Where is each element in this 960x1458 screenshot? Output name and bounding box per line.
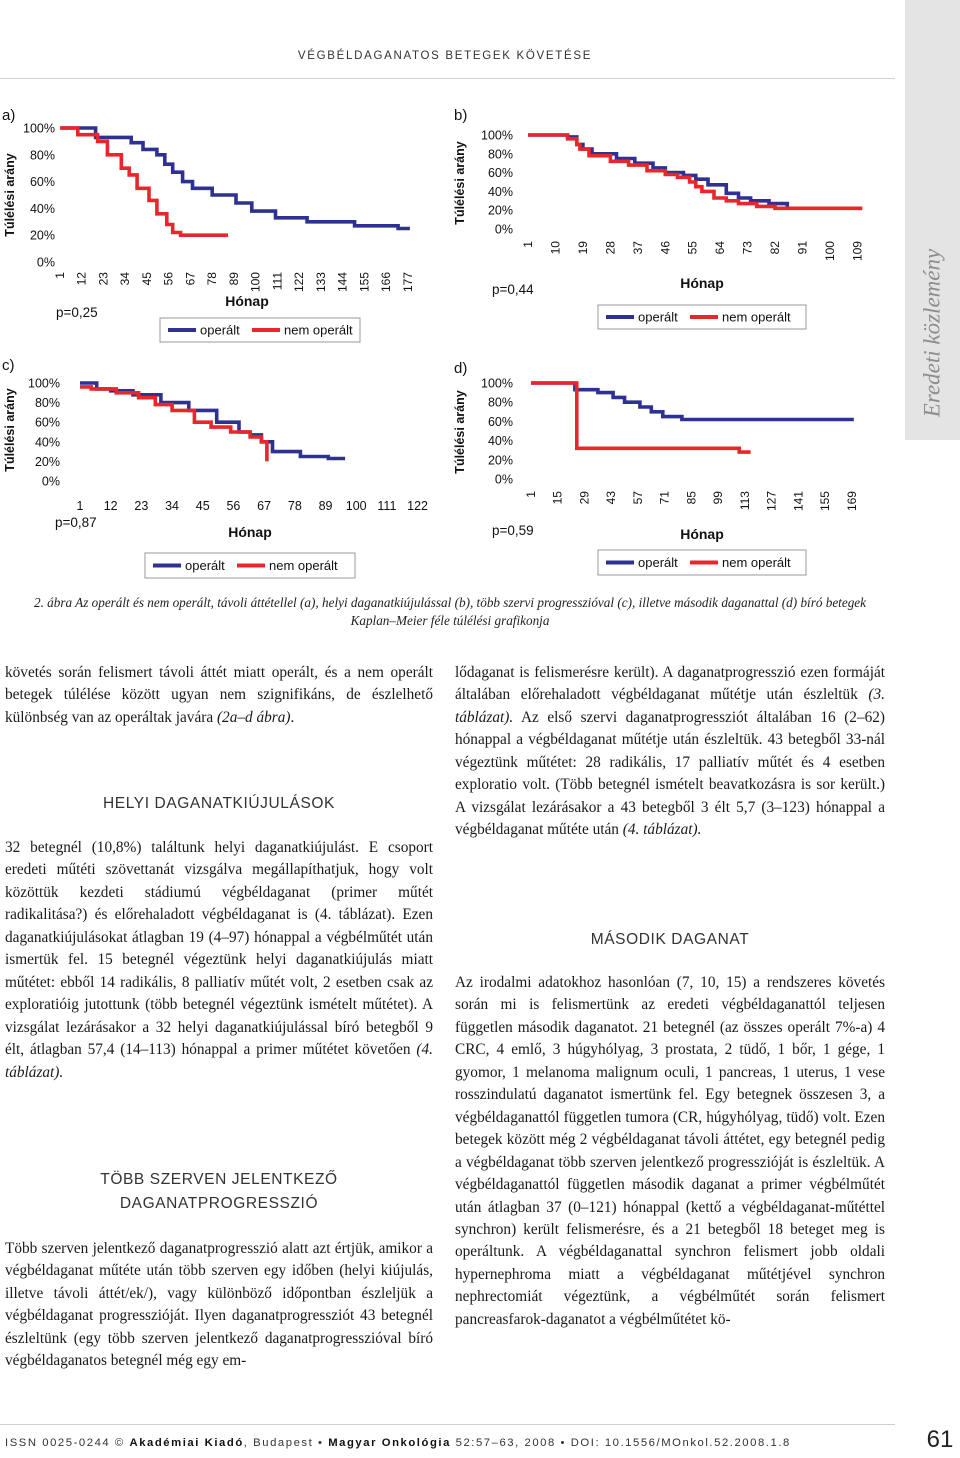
y-tick-label: 60% [29, 175, 55, 190]
x-tick-label: 71 [657, 491, 672, 505]
y-tick-label: 100% [28, 376, 60, 391]
x-tick-label: 78 [205, 272, 220, 286]
y-tick-label: 100% [23, 121, 55, 136]
x-tick-label: 19 [575, 241, 590, 255]
x-tick-label: 177 [400, 272, 415, 293]
section-heading: TÖBB SZERVEN JELENTKEZŐ DAGANATPROGRESSZIÓ [100, 1171, 338, 1212]
panel-label: b) [454, 107, 468, 124]
y-axis-label: Túlélési arány [3, 388, 17, 472]
figure-reference: (4. táblázat). [5, 1041, 433, 1081]
x-tick-label: 28 [603, 241, 618, 255]
x-tick-label: 34 [165, 499, 180, 513]
kaplan-meier-figure [0, 0, 900, 600]
x-tick-label: 78 [287, 499, 302, 513]
x-tick-label: 73 [740, 241, 755, 255]
footer-city: , Budapest • [243, 1437, 329, 1449]
x-tick-label: 91 [795, 241, 810, 255]
body-paragraph [5, 1238, 433, 1373]
survival-line-operalt [60, 128, 410, 229]
x-tick-label: 15 [550, 491, 565, 505]
x-tick-label: 109 [850, 241, 865, 262]
x-tick-label: 1 [53, 272, 67, 279]
survival-line-nem-operalt [528, 135, 861, 210]
x-tick-label: 64 [713, 241, 728, 255]
y-axis-label: Túlélési arány [453, 390, 467, 474]
x-tick-label: 23 [134, 499, 149, 513]
x-tick-label: 100 [248, 272, 263, 293]
y-tick-label: 0% [494, 472, 513, 487]
x-axis-label: Hónap [228, 524, 272, 540]
y-tick-label: 20% [487, 203, 513, 218]
x-tick-label: 100 [345, 499, 367, 513]
x-tick-label: 67 [183, 272, 198, 286]
legend-label-nem-operalt: nem operált [722, 309, 791, 325]
y-tick-label: 40% [487, 434, 513, 449]
y-tick-label: 100% [481, 376, 513, 391]
legend-label-nem-operalt: nem operált [722, 555, 791, 570]
figure-caption: 2. ábra Az operált és nem operált, távoli áttétellel (a), helyi daganatkiújulással (b), több szervi progresszióval (c), illetve második daganattal (d) bíró betegek Kaplan–Meier féle túlélési grafikonja [33, 595, 866, 628]
running-head: VÉGBÉLDAGANATOS BETEGEK KÖVETÉSE [297, 50, 593, 62]
x-tick-label: 100 [822, 241, 837, 262]
text-run: Az első szervi daganatprogressziót általában 16 (2–62) hónappal a végbéldaganat műtétje után észleltük. 43 betegből 33-nál végeztünk műtétet: 28 radikális, 17 palliatív műtét és 4 esetben exploratio volt. (Több betegnél ismételt beavatkozásra is sor került.) A vizsgálat lezárásakor a 43 betegből 3 élt 5,7 (3–123) hónappal a végbéldaganat műtéte után [455, 708, 885, 839]
p-value-annotation: p=0,25 [56, 305, 98, 320]
panel-label: a) [2, 107, 16, 124]
y-tick-label: 80% [29, 148, 55, 163]
x-axis-label: Hónap [680, 275, 724, 291]
y-tick-label: 60% [34, 415, 60, 430]
x-tick-label: 1 [521, 241, 535, 248]
x-tick-label: 56 [226, 499, 241, 513]
footer [5, 1437, 885, 1449]
page-number: 61 [926, 1426, 954, 1453]
x-tick-label: 122 [292, 272, 307, 293]
p-value-annotation: p=0,44 [492, 282, 534, 297]
legend-label-nem-operalt: nem operált [284, 322, 353, 338]
x-tick-label: 133 [313, 272, 328, 293]
figure-reference: (3. táblázat). [455, 686, 885, 726]
legend-label-nem-operalt: nem operált [269, 558, 338, 573]
y-axis-label: Túlélési arány [3, 153, 17, 237]
y-tick-label: 80% [34, 396, 60, 411]
x-tick-label: 85 [684, 491, 699, 505]
x-tick-label: 34 [118, 272, 133, 286]
x-tick-label: 56 [161, 272, 176, 286]
x-tick-label: 57 [630, 491, 645, 505]
y-axis-label: Túlélési arány [453, 141, 467, 225]
x-tick-label: 55 [685, 241, 700, 255]
footer-citation: 52:57–63, 2008 • DOI: 10.1556/MOnkol.52.2008.1.8 [450, 1437, 791, 1449]
x-tick-label: 67 [257, 499, 272, 513]
x-tick-label: 12 [103, 499, 118, 513]
y-tick-label: 100% [481, 128, 513, 143]
text-run: lődaganat is felismerésre került). A daganatprogresszió ezen formáját általában előrehaladott végbéldaganat műtétje után észleltük [455, 664, 885, 704]
y-tick-label: 40% [487, 184, 513, 199]
p-value-annotation: p=0,59 [492, 523, 534, 538]
y-tick-label: 80% [487, 395, 513, 410]
x-tick-label: 46 [658, 241, 673, 255]
x-tick-label: 111 [377, 499, 397, 513]
text-run: 32 betegnél (10,8%) találtunk helyi daganatkiújulást. E csoport eredeti műtéti szövettanát vizsgálva megállapíthatjuk, hogy volt közöttük kezdeti stádiumú végbéldaganat (primer műtét radikalitása?) és előrehaladott végbéldaganat is (4. táblázat). Ezen daganatkiújulásokat átlagban 19 (4–97) hónappal a végbélműtét után ismertük fel. 15 betegnél végeztünk helyi daganatkiújulás miatt műtétet: ebből 14 radikális, 8 palliatív műtét volt, 2 esetben csak az exploratióig jutottunk (több betegnél végeztünk ismételt műtétet). A vizsgálat lezárásakor a 32 helyi daganatkiújulással bíró betegből 9 élt, átlagban 57,4 (14–113) hónappal a primer műtétet követően [5, 839, 433, 1059]
x-tick-label: 113 [737, 491, 752, 511]
x-tick-label: 155 [818, 491, 833, 512]
y-tick-label: 0% [41, 474, 60, 489]
x-tick-label: 23 [96, 272, 111, 286]
side-tab [905, 0, 960, 440]
x-tick-label: 144 [335, 272, 350, 293]
x-tick-label: 89 [318, 499, 333, 513]
y-tick-label: 80% [487, 147, 513, 162]
y-tick-label: 20% [29, 228, 55, 243]
text-run: Az irodalmi adatokhoz hasonlóan (7, 10, 15) a rendszeres követés során mi is felismertünk az eredeti végbéldaganattól teljesen független második daganatot. 21 betegnél (az összes operált 7%-a) 4 CRC, 4 emlő, 3 húgyhólyag, 3 prostata, 2 tüdő, 1 bőr, 1 gége, 1 gyomor, 1 melanoma malignum oculi, 1 pancreas, 1 uterus, 1 vese rosszindulatú daganatot ismertünk fel. Egy betegnek összesen 3, a végbéldaganattól független tumora (CR, húgyhólyag, tüdő) volt. Ezen betegek között még 2 végbéldaganat távoli áttétet, egy betegnél pedig a végbéldaganat több szerven jelentkező progresszióját is észleltük. A végbéldaganattól független második daganat a primer végbélműtét után átlagban 37 (0–121) hónappal (kettő a végbéldaganat-műtéttel synchron) került felismerésre, és a 21 betegből 18 beteget meg is operáltunk. A végbéldaganattal synchron felismert jobb oldali hypernephroma miatt a végbéldaganat műtétjével synchron nephrectomiát végeztünk, a végbélműtét során felismert pancreasfarok-daganatot a végbélműtétet kö- [455, 974, 885, 1328]
footer-issn: ISSN 0025-0244 © [5, 1437, 130, 1449]
y-tick-label: 20% [487, 453, 513, 468]
x-tick-label: 155 [357, 272, 372, 293]
x-tick-label: 127 [764, 491, 779, 512]
body-paragraph [455, 662, 885, 842]
x-tick-label: 122 [407, 499, 429, 513]
x-tick-label: 99 [711, 491, 726, 505]
figure-reference: (4. táblázat). [622, 821, 702, 839]
x-tick-label: 10 [548, 241, 563, 255]
body-paragraph [5, 837, 433, 1084]
body-paragraph [455, 972, 885, 1331]
legend-label-operalt: operált [638, 309, 678, 325]
x-tick-label: 12 [74, 272, 89, 286]
x-tick-label: 37 [630, 241, 645, 255]
body-paragraph [5, 662, 433, 729]
survival-line-nem-operalt [531, 383, 751, 452]
survival-line-operalt [531, 383, 854, 420]
y-tick-label: 60% [487, 414, 513, 429]
footer-divider [0, 1424, 895, 1425]
x-tick-label: 166 [379, 272, 394, 293]
x-tick-label: 169 [844, 491, 859, 512]
panel-label: d) [454, 360, 468, 377]
panel-label: c) [2, 357, 15, 374]
y-tick-label: 20% [34, 454, 60, 469]
text-run: követés során felismert távoli áttét miatt operált, és a nem operált betegek túlélése között ugyan nem szignifikáns, de észlelhető különbség van az operáltak javára [5, 664, 433, 726]
y-tick-label: 0% [494, 222, 513, 237]
figure-reference: (2a–d ábra) [216, 708, 291, 726]
footer-publisher: Akadémiai Kiadó [129, 1437, 244, 1449]
p-value-annotation: p=0,87 [55, 515, 97, 530]
x-tick-label: 82 [768, 241, 783, 255]
x-tick-label: 43 [604, 491, 619, 505]
x-tick-label: 45 [139, 272, 154, 286]
footer-journal: Magyar Onkológia [328, 1437, 451, 1449]
x-tick-label: 29 [577, 491, 592, 505]
section-heading: HELYI DAGANATKIÚJULÁSOK [102, 795, 335, 812]
section-label: Eredeti közlemény [919, 248, 945, 418]
y-tick-label: 40% [29, 201, 55, 216]
text-run: . [290, 708, 295, 726]
x-tick-label: 111 [270, 272, 285, 291]
x-tick-label: 141 [791, 491, 806, 512]
x-tick-label: 1 [524, 491, 538, 498]
y-tick-label: 40% [34, 435, 60, 450]
x-tick-label: 89 [226, 272, 241, 286]
x-tick-label: 45 [195, 499, 210, 513]
y-tick-label: 60% [487, 166, 513, 181]
y-tick-label: 0% [36, 255, 55, 270]
section-heading: MÁSODIK DAGANAT [590, 931, 750, 948]
x-axis-label: Hónap [680, 526, 724, 542]
legend-label-operalt: operált [638, 555, 678, 570]
x-tick-label: 1 [76, 499, 84, 513]
legend-label-operalt: operált [185, 558, 225, 573]
text-run: Több szerven jelentkező daganatprogresszió alatt azt értjük, amikor a végbéldaganat műtéte után több szerven egy időben (helyi kiújulás, illetve távoli áttét/ek/), vagy különböző időpontban észleljük a végbéldaganat progresszióját. Ilyen daganatprogressziót 43 betegnél észleltünk (egy több szerven jelentkező daganatprogresszióval bíró végbéldaganatos betegnél még egy em- [5, 1240, 433, 1370]
x-axis-label: Hónap [225, 293, 269, 309]
legend-label-operalt: operált [200, 322, 240, 338]
